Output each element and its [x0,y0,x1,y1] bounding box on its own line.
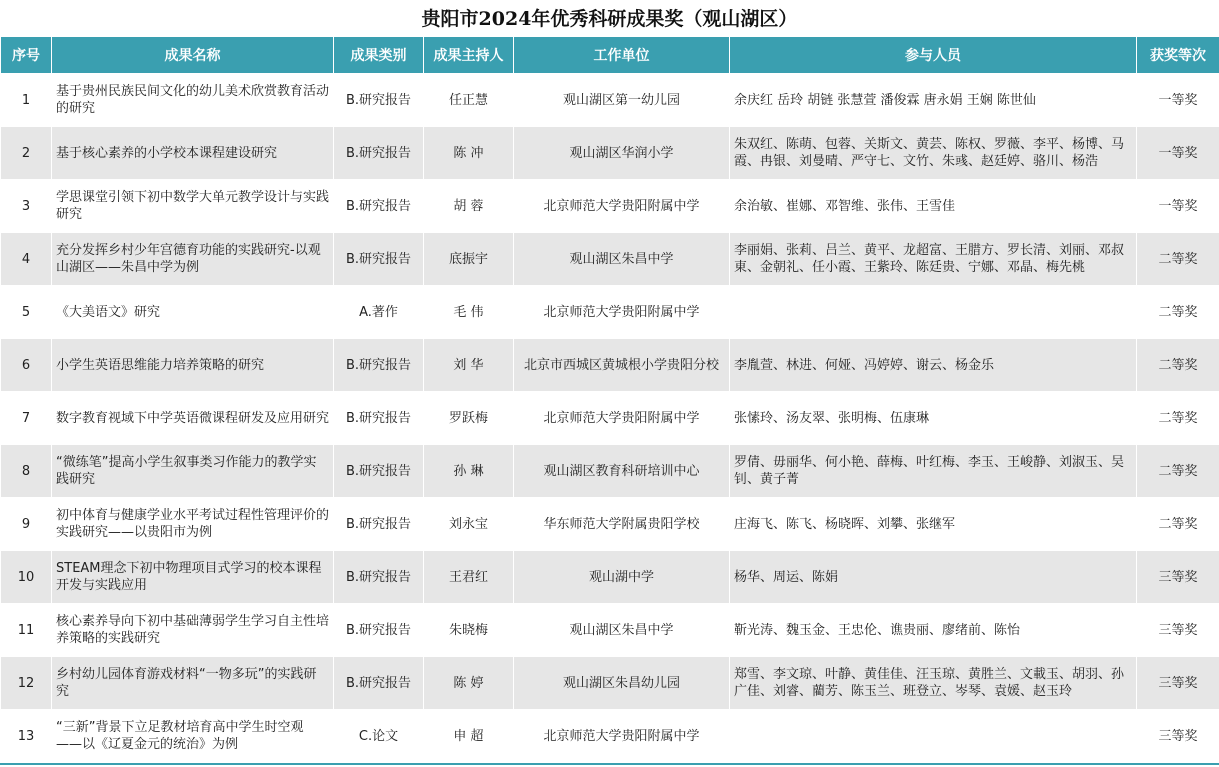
cell-no: 10 [1,551,52,604]
cell-members: 余庆红 岳玲 胡链 张慧萱 潘俊霖 唐永娟 王娴 陈世仙 [730,74,1137,127]
cell-members: 杨华、周运、陈娟 [730,551,1137,604]
cell-host: 王君红 [424,551,514,604]
cell-no: 8 [1,445,52,498]
table-row [1,233,1219,286]
cell-host: 任正慧 [424,74,514,127]
cell-award: 二等奖 [1137,233,1219,286]
cell-name: 基于核心素养的小学校本课程建设研究 [52,127,334,180]
cell-host: 胡 蓉 [424,180,514,233]
cell-name: “三新”背景下立足教材培育高中学生时空观——以《辽夏金元的统治》为例 [52,710,334,763]
cell-name: 学思课堂引领下初中数学大单元教学设计与实践研究 [52,180,334,233]
cell-name: STEAM理念下初中物理项目式学习的校本课程开发与实践应用 [52,551,334,604]
cell-members: 庄海飞、陈飞、杨晓晖、刘攀、张继军 [730,498,1137,551]
page-title: 贵阳市2024年优秀科研成果奖（观山湖区） [421,8,798,30]
cell-award: 三等奖 [1137,551,1219,604]
cell-unit: 观山湖中学 [514,551,730,604]
cell-host: 朱晓梅 [424,604,514,657]
awards-table [0,36,1219,763]
cell-category: B.研究报告 [334,498,424,551]
cell-category: B.研究报告 [334,74,424,127]
table-row [1,392,1219,445]
table-row [1,339,1219,392]
cell-name: 基于贵州民族民间文化的幼儿美术欣赏教育活动的研究 [52,74,334,127]
cell-category: B.研究报告 [334,392,424,445]
cell-members: 余治敏、崔娜、邓智维、张伟、王雪佳 [730,180,1137,233]
cell-host: 刘 华 [424,339,514,392]
cell-host: 底振宇 [424,233,514,286]
table-row [1,604,1219,657]
cell-name: 小学生英语思维能力培养策略的研究 [52,339,334,392]
cell-award: 三等奖 [1137,657,1219,710]
cell-members: 罗倩、毋丽华、何小艳、薛梅、叶红梅、李玉、王峻静、刘淑玉、吴钊、黄子菁 [730,445,1137,498]
cell-host: 刘永宝 [424,498,514,551]
cell-category: A.著作 [334,286,424,339]
cell-members: 李胤萱、林进、何娅、冯婷婷、谢云、杨金乐 [730,339,1137,392]
cell-category: B.研究报告 [334,604,424,657]
table-row [1,551,1219,604]
cell-award: 三等奖 [1137,710,1219,763]
header-unit: 工作单位 [514,37,730,74]
cell-award: 二等奖 [1137,392,1219,445]
header-name: 成果名称 [52,37,334,74]
cell-name: 核心素养导向下初中基础薄弱学生学习自主性培养策略的实践研究 [52,604,334,657]
cell-award: 一等奖 [1137,127,1219,180]
table-row [1,286,1219,339]
cell-unit: 观山湖区朱昌中学 [514,233,730,286]
cell-category: B.研究报告 [334,180,424,233]
cell-members: 李丽娟、张莉、吕兰、黄平、龙超富、王腊方、罗长清、刘丽、邓叔東、金朝礼、任小霞、王紫玲、陈廷贵、宁娜、邓晶、梅先桃 [730,233,1137,286]
cell-category: B.研究报告 [334,551,424,604]
header-category: 成果类别 [334,37,424,74]
cell-host: 陈 冲 [424,127,514,180]
cell-award: 一等奖 [1137,180,1219,233]
cell-award: 二等奖 [1137,445,1219,498]
cell-host: 罗跃梅 [424,392,514,445]
cell-award: 二等奖 [1137,339,1219,392]
cell-no: 5 [1,286,52,339]
cell-unit: 北京师范大学贵阳附属中学 [514,710,730,763]
cell-no: 1 [1,74,52,127]
cell-award: 一等奖 [1137,74,1219,127]
cell-unit: 观山湖区华润小学 [514,127,730,180]
cell-host: 孙 琳 [424,445,514,498]
cell-category: B.研究报告 [334,127,424,180]
cell-members: 张愫玲、汤友翠、张明梅、伍康琳 [730,392,1137,445]
table-row [1,180,1219,233]
cell-name: 《大美语文》研究 [52,286,334,339]
header-award: 获奖等次 [1137,37,1219,74]
cell-name: 初中体育与健康学业水平考试过程性管理评价的实践研究——以贵阳市为例 [52,498,334,551]
cell-no: 3 [1,180,52,233]
header-host: 成果主持人 [424,37,514,74]
cell-members: 郑雪、李文琼、叶静、黄佳佳、汪玉琼、黄胜兰、文載玉、胡羽、孙广佳、刘睿、藺芳、陈玉兰、班登立、岑琴、袁媛、赵玉玲 [730,657,1137,710]
cell-host: 陈 婷 [424,657,514,710]
cell-award: 二等奖 [1137,498,1219,551]
table-row [1,74,1219,127]
table-bottom-border [0,763,1219,765]
cell-name: “微练笔”提高小学生叙事类习作能力的教学实践研究 [52,445,334,498]
table-row [1,657,1219,710]
cell-members [730,286,1137,339]
cell-unit: 观山湖区教育科研培训中心 [514,445,730,498]
cell-unit: 北京师范大学贵阳附属中学 [514,392,730,445]
cell-unit: 北京市西城区黄城根小学贵阳分校 [514,339,730,392]
cell-host: 申 超 [424,710,514,763]
cell-members: 朱双红、陈萌、包蓉、关斯文、黄芸、陈权、罗薇、李平、杨博、马霞、冉银、刘曼晴、严守七、文竹、朱彧、赵廷婷、骆川、杨浩 [730,127,1137,180]
table-row [1,710,1219,763]
cell-no: 12 [1,657,52,710]
cell-category: B.研究报告 [334,233,424,286]
cell-award: 二等奖 [1137,286,1219,339]
cell-host: 毛 伟 [424,286,514,339]
header-no: 序号 [1,37,52,74]
cell-no: 7 [1,392,52,445]
cell-members [730,710,1137,763]
cell-name: 乡村幼儿园体育游戏材料“一物多玩”的实践研究 [52,657,334,710]
cell-unit: 华东师范大学附属贵阳学校 [514,498,730,551]
table-row [1,445,1219,498]
cell-category: C.论文 [334,710,424,763]
cell-unit: 北京师范大学贵阳附属中学 [514,180,730,233]
cell-unit: 观山湖区朱昌中学 [514,604,730,657]
cell-no: 6 [1,339,52,392]
table-row [1,127,1219,180]
cell-category: B.研究报告 [334,339,424,392]
table-header-row [1,37,1219,74]
cell-unit: 北京师范大学贵阳附属中学 [514,286,730,339]
cell-award: 三等奖 [1137,604,1219,657]
cell-no: 13 [1,710,52,763]
cell-members: 靳光涛、魏玉金、王忠伦、谯贵丽、廖绪前、陈怡 [730,604,1137,657]
cell-no: 2 [1,127,52,180]
cell-name: 数字教育视域下中学英语微课程研发及应用研究 [52,392,334,445]
cell-name: 充分发挥乡村少年宫德育功能的实践研究-以观山湖区——朱昌中学为例 [52,233,334,286]
cell-no: 11 [1,604,52,657]
cell-unit: 观山湖区第一幼儿园 [514,74,730,127]
cell-no: 4 [1,233,52,286]
cell-no: 9 [1,498,52,551]
table-row [1,498,1219,551]
cell-unit: 观山湖区朱昌幼儿园 [514,657,730,710]
cell-category: B.研究报告 [334,657,424,710]
header-members: 参与人员 [730,37,1137,74]
cell-category: B.研究报告 [334,445,424,498]
